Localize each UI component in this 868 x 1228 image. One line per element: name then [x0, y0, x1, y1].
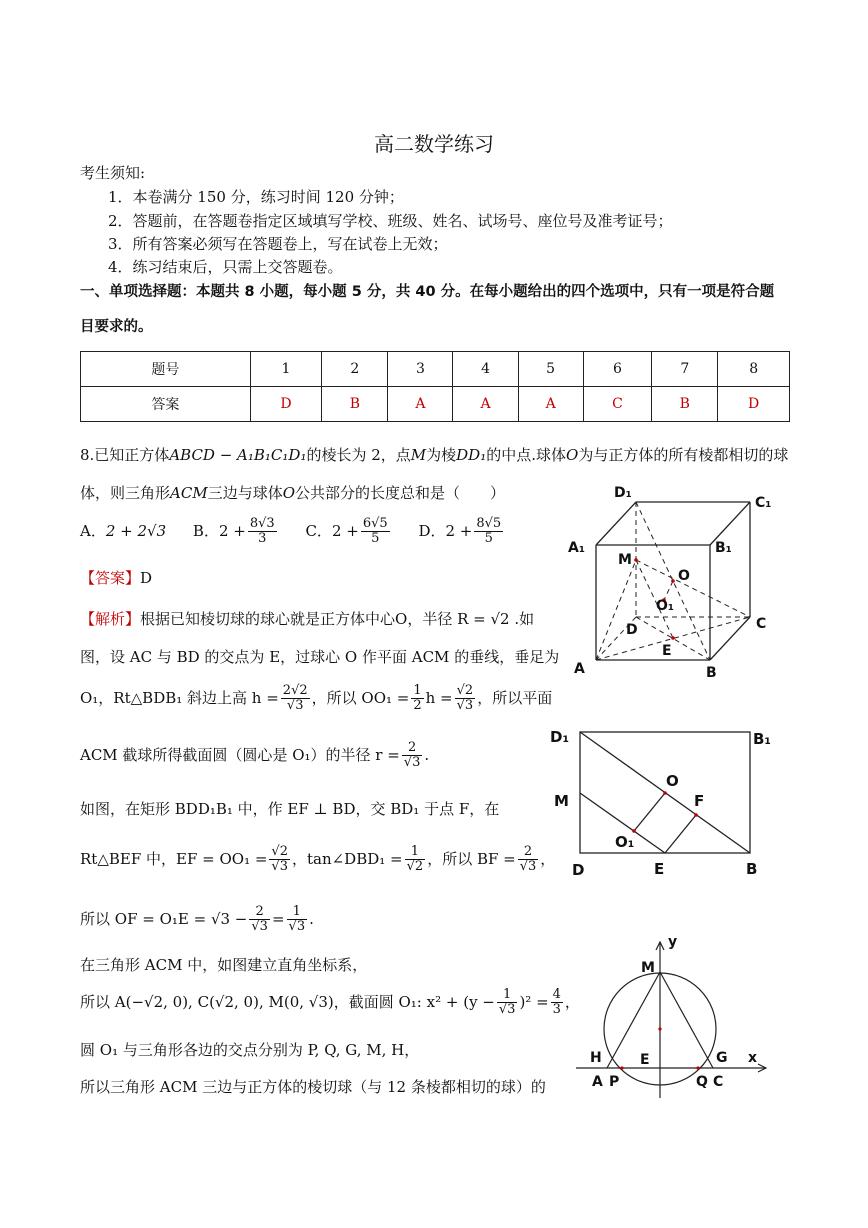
- label-h: H: [590, 1050, 602, 1066]
- label-d: D: [626, 622, 638, 638]
- analysis-tag: 【解析】: [80, 610, 141, 628]
- label-e: E: [640, 1052, 650, 1068]
- point-o1: [658, 1027, 661, 1030]
- answer-cell: C: [583, 387, 652, 422]
- solution-line: [80, 684, 552, 714]
- label-a: A: [592, 1074, 603, 1090]
- answer-tag: 【答案】: [80, 569, 141, 587]
- option-value: 2 +: [218, 521, 246, 540]
- solution-line: [80, 741, 429, 771]
- denominator: √3: [403, 755, 421, 771]
- fraction: [269, 845, 290, 875]
- label-c1: C₁: [755, 495, 772, 511]
- point-o: [671, 579, 675, 583]
- cube-figure: [560, 480, 780, 685]
- label-m: M: [618, 552, 632, 568]
- point-e: [671, 636, 675, 640]
- math-o: O: [566, 446, 579, 464]
- label-b: B: [746, 860, 758, 878]
- fraction: [518, 845, 539, 875]
- label-d1: D₁: [614, 485, 632, 501]
- label-m: M: [554, 792, 569, 810]
- question-text: 三边与球体: [207, 484, 283, 502]
- edge-b1c1: [710, 502, 750, 545]
- answer-cell: A: [453, 387, 518, 422]
- option-label: B．: [192, 521, 219, 540]
- option-c: [305, 516, 391, 547]
- notice-item: 3．所有答案必须写在答题卷上，写在试卷上无效；: [108, 235, 448, 253]
- options-line: [80, 517, 505, 547]
- table-row: [81, 387, 790, 422]
- solution-text: .: [424, 745, 430, 764]
- side-cm: [660, 972, 713, 1068]
- question-text: 的棱长为 2，点: [306, 446, 411, 464]
- solution-text: 所以 OF = O₁E = √3 −: [80, 909, 248, 928]
- option-b: [192, 516, 279, 547]
- point-p: [620, 1066, 623, 1069]
- option-label: D．: [418, 521, 446, 540]
- label-a1: A₁: [568, 540, 585, 556]
- numerator: 1: [413, 683, 422, 698]
- numerator: √2: [456, 683, 474, 698]
- section-heading: 一、单项选择题：本题共 8 小题，每小题 5 分，共 40 分。在每小题给出的四个选项中，只有一项是符合题: [80, 284, 775, 300]
- solution-text: ，所以 OO₁ =: [311, 688, 410, 707]
- solution-text: 所以三角形 ACM 三边与正方体的棱切球（与 12 条棱都相切的球）的: [80, 1078, 546, 1096]
- label-b1: B₁: [715, 540, 732, 556]
- denominator: √3: [288, 919, 306, 935]
- question-text: 为与正方体的所有棱都相切的球: [578, 446, 789, 464]
- solution-line: [80, 845, 555, 875]
- label-d: D: [572, 861, 585, 879]
- rectangle-figure: [548, 720, 788, 885]
- point-q: [696, 1066, 699, 1069]
- rect-points: [632, 791, 698, 833]
- solution-text: ，tan∠DBD₁ =: [291, 849, 403, 868]
- solution-text: ，所以平面: [477, 688, 553, 707]
- point-o: [663, 791, 667, 795]
- label-o1: O₁: [615, 833, 635, 851]
- denominator: √3: [271, 859, 288, 875]
- numerator: 2: [518, 845, 539, 860]
- answer-value: D: [140, 569, 153, 587]
- math-m: M: [410, 446, 427, 464]
- question-text: 的中点.球体: [486, 446, 567, 464]
- solution-text: ，所以 BF =: [427, 849, 516, 868]
- label-d1: D₁: [550, 728, 570, 746]
- question-number-cell: 5: [518, 352, 583, 387]
- numerator: 1: [497, 988, 518, 1003]
- denominator: 3: [552, 1002, 561, 1018]
- fraction: [287, 905, 308, 935]
- option-a: [80, 522, 166, 540]
- analysis-line: [80, 608, 534, 629]
- question-number-cell: 4: [453, 352, 518, 387]
- table-header-cell: 答案: [81, 387, 251, 422]
- solution-text: h =: [425, 688, 453, 707]
- notice-item: 4．练习结束后，只需上交答题卷。: [108, 258, 343, 276]
- solution-text: Rt△BEF 中，EF = OO₁ =: [80, 849, 268, 868]
- notice-item: 2．答题前，在答题卷指定区域填写学校、班级、姓名、试场号、座位号及准考证号；: [108, 212, 673, 230]
- label-c: C: [756, 616, 767, 632]
- question-number-cell: 2: [322, 352, 388, 387]
- fraction: [474, 517, 503, 547]
- label-y: y: [668, 934, 678, 950]
- denominator: √2: [406, 859, 424, 875]
- fraction: [497, 988, 518, 1018]
- math-o: O: [282, 484, 296, 502]
- answer-line: [80, 567, 152, 588]
- solution-text: ，: [540, 849, 556, 868]
- question-number-cell: 1: [250, 352, 322, 387]
- numerator: 2: [249, 905, 270, 920]
- label-f: F: [694, 792, 705, 810]
- solution-text: 圆 O₁ 与三角形各边的交点分别为 P, Q, G, M, H，: [80, 1041, 420, 1059]
- denominator: √3: [498, 1002, 516, 1018]
- section-heading-cont: 目要求的。: [80, 319, 153, 335]
- solution-text: 根据已知棱切球的球心就是正方体中心O，半径 R = √2 .如: [140, 610, 535, 628]
- option-label: A．: [80, 521, 106, 540]
- fraction: [411, 684, 423, 714]
- numerator: 4: [552, 987, 561, 1002]
- fraction: [249, 905, 270, 935]
- circle-labels: [590, 934, 757, 1090]
- label-e: E: [654, 860, 665, 878]
- solution-text: O₁，Rt△BDB₁ 斜边上高 h =: [80, 688, 279, 707]
- question-text: 公共部分的长度总和是（ ）: [295, 484, 506, 502]
- fraction: [248, 517, 277, 547]
- denominator: 2: [413, 698, 422, 714]
- answer-cell: A: [388, 387, 453, 422]
- fraction: [281, 684, 310, 714]
- label-g: G: [716, 1050, 728, 1066]
- numerator: 2: [402, 741, 423, 756]
- solution-text: ACM 截球所得截面圆（圆心是 O₁）的半径 r =: [80, 745, 400, 764]
- label-a: A: [574, 661, 585, 677]
- circle-figure: [568, 930, 778, 1105]
- option-label: C．: [305, 521, 332, 540]
- numerator: 8√5: [476, 516, 502, 531]
- label-o1: O₁: [656, 598, 675, 614]
- question-number-cell: 8: [718, 352, 790, 387]
- fraction: [455, 684, 476, 714]
- label-q: Q: [696, 1074, 708, 1090]
- solution-text: .: [309, 909, 314, 928]
- fraction: [405, 845, 426, 875]
- option-value: 2 + 2√3: [105, 521, 167, 540]
- answer-cell: D: [250, 387, 322, 422]
- label-b1: B₁: [753, 730, 772, 748]
- edge-bc: [710, 617, 750, 660]
- numerator: 8√3: [249, 516, 275, 531]
- cube-labels: [568, 485, 771, 681]
- math-acm: ACM: [170, 484, 208, 502]
- solution-text: =: [271, 909, 285, 928]
- seg-o1o: [634, 793, 665, 831]
- solution-text: )² =: [519, 992, 549, 1011]
- rect-labels: [550, 728, 771, 879]
- label-c: C: [713, 1074, 724, 1090]
- numerator: 1: [405, 845, 426, 860]
- answer-table: [80, 351, 790, 422]
- solution-text: 所以 A(−√2, 0), C(√2, 0), M(0, √3)，截面圆 O₁: x² + (y −: [80, 992, 495, 1011]
- answer-cell: D: [718, 387, 790, 422]
- denominator: 5: [371, 531, 380, 547]
- question-line: [80, 444, 788, 465]
- answer-cell: A: [518, 387, 583, 422]
- question-text: 8.已知正方体: [80, 446, 170, 464]
- label-m: M: [641, 960, 655, 976]
- denominator: 3: [258, 531, 267, 547]
- label-o: O: [666, 772, 679, 790]
- fraction: [402, 741, 423, 771]
- question-number-cell: 6: [583, 352, 652, 387]
- label-p: P: [609, 1074, 620, 1090]
- notice-item: 1．本卷满分 150 分，练习时间 120 分钟；: [108, 188, 404, 206]
- solution-line: [80, 988, 580, 1018]
- option-value: 2 +: [331, 521, 359, 540]
- page-title: 高二数学练习: [374, 132, 494, 156]
- table-header-cell: 题号: [81, 352, 251, 387]
- fraction: [361, 517, 390, 547]
- denominator: √3: [519, 859, 537, 875]
- question-number-cell: 7: [652, 352, 718, 387]
- denominator: √3: [286, 698, 304, 714]
- numerator: 6√5: [362, 516, 388, 531]
- label-b: B: [706, 665, 717, 681]
- label-o: O: [678, 568, 690, 584]
- numerator: 1: [287, 905, 308, 920]
- math-cube: ABCD − A₁B₁C₁D₁: [169, 446, 307, 464]
- question-text: 体，则三角形: [80, 484, 171, 502]
- solution-text: 在三角形 ACM 中，如图建立直角坐标系，: [80, 956, 368, 974]
- point-f: [694, 813, 698, 817]
- seg-mc: [636, 560, 750, 617]
- side-am: [607, 972, 660, 1068]
- question-text: 为棱: [426, 446, 457, 464]
- table-row: [81, 352, 790, 387]
- answer-cell: B: [322, 387, 388, 422]
- question-number-cell: 3: [388, 352, 453, 387]
- numerator: 2√2: [282, 683, 308, 698]
- denominator: √3: [456, 698, 474, 714]
- solution-line: [80, 905, 314, 935]
- numerator: √2: [271, 844, 288, 859]
- answer-cell: B: [652, 387, 718, 422]
- notice-heading: 考生须知:: [80, 164, 146, 182]
- solution-text: ，: [564, 992, 580, 1011]
- denominator: √3: [251, 919, 268, 935]
- fraction: [551, 988, 563, 1018]
- seg-ef: [665, 815, 696, 853]
- question-line: [80, 482, 505, 503]
- edge-a1d1: [596, 502, 636, 545]
- option-value: 2 +: [445, 521, 473, 540]
- option-d: [418, 516, 505, 547]
- seg-am: [596, 560, 636, 660]
- solution-text: 图，设 AC 与 BD 的交点为 E，过球心 O 作平面 ACM 的垂线，垂足为: [80, 648, 560, 666]
- denominator: 5: [484, 531, 493, 547]
- solution-text: 如图，在矩形 BDD₁B₁ 中，作 EF ⊥ BD，交 BD₁ 于点 F，在: [80, 800, 500, 818]
- point-m: [634, 558, 638, 562]
- label-x: x: [748, 1050, 758, 1066]
- label-e: E: [662, 643, 672, 659]
- math-dd1: DD₁: [456, 446, 487, 464]
